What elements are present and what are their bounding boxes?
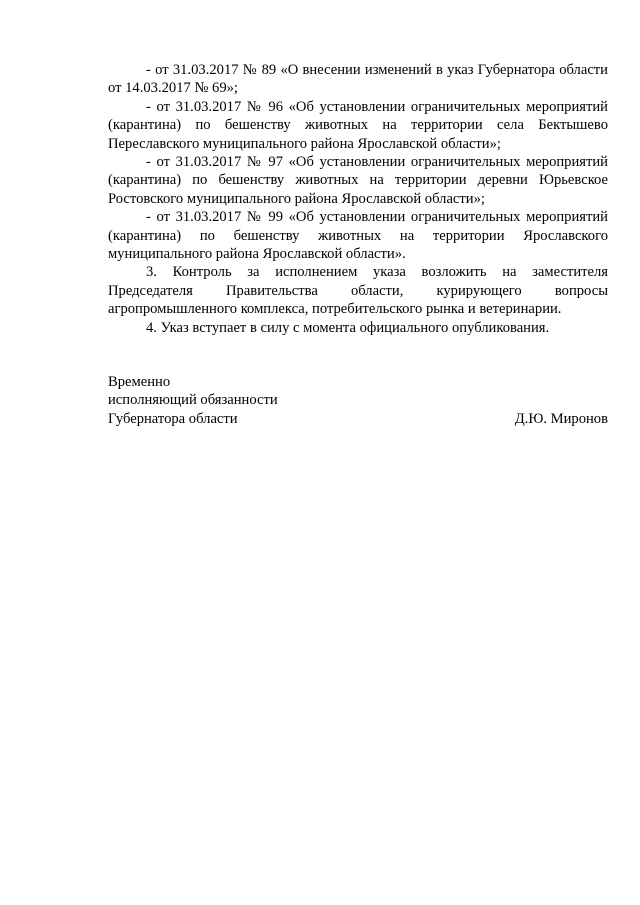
signature-title-line-3: Губернатора области <box>108 410 238 427</box>
signature-title-line-2: исполняющий обязанности <box>108 392 278 409</box>
list-item-decree-99: - от 31.03.2017 № 99 «Об установлении ограничительных мероприятий (карантина) по бешенству животных на территории Ярославского муниципального района Ярославской области». <box>108 209 608 263</box>
clause-4-effective: 4. Указ вступает в силу с момента официального опубликования. <box>146 319 550 336</box>
list-item-decree-97: - от 31.03.2017 № 97 «Об установлении ограничительных мероприятий (карантина) по бешенству животных на территории деревни Юрьевское Ростовского муниципального района Ярославской области»; <box>108 154 608 207</box>
signature-block <box>108 373 608 428</box>
signature-title-line-1: Временно <box>108 374 171 390</box>
document-body <box>108 61 608 337</box>
list-item-decree-89: - от 31.03.2017 № 89 «О внесении изменений в указ Губернатора области от 14.03.2017 № 69»; <box>108 62 608 97</box>
clause-3-control: 3. Контроль за исполнением указа возложить на заместителя Председателя Правительства области, курирующего вопросы агропромышленного комплекса, потребительского рынка и ветеринарии. <box>108 264 608 318</box>
signature-final-row <box>108 410 608 428</box>
list-item-decree-96: - от 31.03.2017 № 96 «Об установлении ограничительных мероприятий (карантина) по бешенству животных на территории села Бектышево Переславского муниципального района Ярославской области»; <box>108 98 608 152</box>
signatory-name: Д.Ю. Миронов <box>514 410 608 427</box>
